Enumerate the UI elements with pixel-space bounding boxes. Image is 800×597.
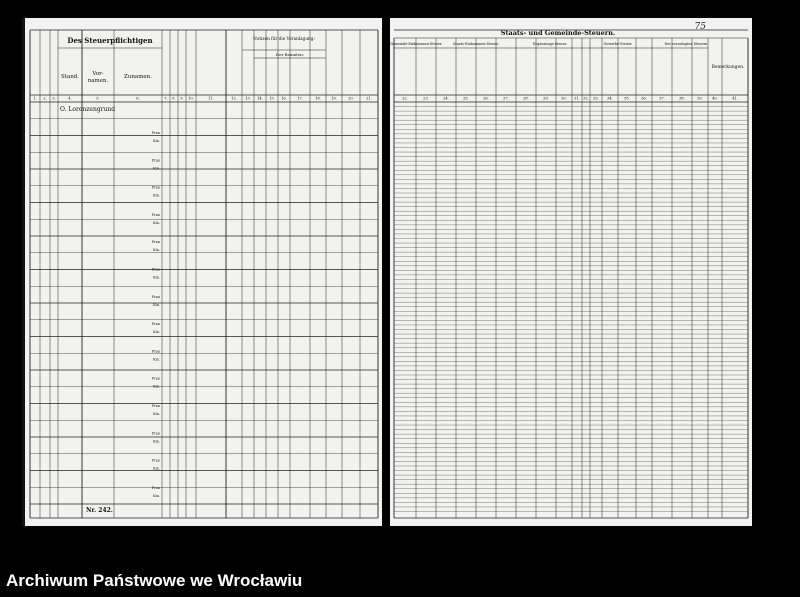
column-number: 39. [697,96,703,101]
row-marker-kin: Kin. [153,275,160,280]
zunamen-header: Zunamen. [124,74,152,80]
column-number: 21. [366,96,372,101]
remarks-header: Bemerkungen. [711,65,745,70]
column-number: 38. [679,96,685,101]
column-number: 13. [245,96,251,101]
column-number: 6. [136,96,140,101]
column-number: 37. [659,96,665,101]
archive-name: Archiwum Państwowe we Wrocławiu [6,571,303,590]
column-number: 32. [583,96,589,101]
row-marker-kin: Kin. [153,220,160,225]
column-number: 16. [281,96,287,101]
column-number: 3. [52,96,56,101]
column-number: 30. [561,96,567,101]
column-number: 15. [269,96,275,101]
row-marker-frau: Frau [151,131,160,135]
column-number: 18. [315,96,321,101]
row-marker-frau: Frau [151,349,160,354]
column-number: 22. [402,96,408,101]
column-number: 33. [593,96,599,101]
column-number: 14. [257,96,263,101]
row-marker-kin: Kin. [153,330,160,335]
row-marker-frau: Frau [151,431,160,436]
column-number: 34. [607,96,613,101]
row-marker-frau: Frau [151,212,160,217]
column-number: 11. [208,96,214,101]
row-marker-frau: Frau [151,158,160,163]
column-number: 24. [443,96,449,101]
tax-group-header: Ergänzungs-Steuer. [533,42,567,46]
tax-group-header: Staats-Einkommen-Steuer. [453,42,499,46]
row-marker-frau: Frau [151,267,160,272]
column-number: 2. [43,96,47,101]
column-number: 20. [348,96,354,101]
row-marker-kin: Kin. [153,357,160,362]
row-marker-frau: Frau [151,240,160,245]
column-number: 35. [624,96,630,101]
left-ledger-table [22,18,382,526]
row-marker-frau: Frau [151,485,160,490]
row-marker-frau: Frau [151,376,160,381]
column-number: 17. [297,96,303,101]
row-marker-kin: Kin. [153,412,160,416]
column-number: 8. [172,96,176,101]
first-entry-text: O. Lorenzengrund [60,106,116,113]
column-number: 19. [331,96,337,101]
tax-group-header: Gemeinde-Einkommen-Steuer. [390,42,443,46]
column-number: 41. [732,96,738,101]
notes-header: Notizen für die Veranlagung: [253,36,315,41]
column-number: 31. [574,96,580,101]
state-municipal-tax-header: Staats- und Gemeinde-Steuern. [500,29,616,37]
vornamen-header-2: namen. [87,78,109,84]
column-number: 27. [503,96,509,101]
column-number: 9. [180,96,184,101]
taxpayer-header: Des Steuerpflichtigen [67,36,153,45]
column-number: 26. [483,96,489,101]
row-marker-frau: Frau [151,458,160,463]
column-number: 1. [33,96,37,101]
right-ledger-table [390,18,752,526]
row-marker-frau: Frau [151,404,160,408]
row-marker-kin: Kin. [153,248,160,253]
sheet-number: Nr. 242. [86,507,113,514]
column-number: 23. [423,96,429,101]
column-number: 12. [231,96,237,101]
tax-group-header: Gewerbe-Steuer. [603,42,633,46]
right-ledger-page [390,18,752,526]
row-marker-kin: Kin. [153,139,160,143]
column-number: 4. [68,96,72,101]
vornamen-header: Vor- [92,71,104,77]
row-marker-kin: Kin. [153,193,160,198]
column-number: 5. [96,96,100,101]
stand-header: Stand. [60,74,80,80]
column-number: 7. [164,96,168,101]
row-marker-frau: Frau [151,294,160,299]
column-number: 10. [188,96,194,101]
row-marker-frau: Frau [151,185,160,190]
column-number: 28. [523,96,529,101]
row-marker-frau: Frau [151,322,160,327]
row-marker-kin: Kin. [153,384,160,389]
row-marker-kin: Kin. [153,466,160,471]
row-marker-kin: Kin. [153,302,160,307]
tax-group-header: Der veranlagten Steuern [664,42,708,46]
row-marker-kin: Kin. [153,166,160,171]
archive-footer [0,567,800,597]
beamten-header: Der Beamten: [275,52,305,57]
page-number: 75 [694,22,706,32]
row-marker-kin: Kin. [153,439,160,444]
column-number: 29. [543,96,549,101]
column-number: 40. [712,96,718,101]
column-number: 36. [641,96,647,101]
binder-edge [22,18,25,526]
left-ledger-page [22,18,382,526]
column-number: 25. [463,96,469,101]
row-marker-kin: Kin. [153,493,160,498]
